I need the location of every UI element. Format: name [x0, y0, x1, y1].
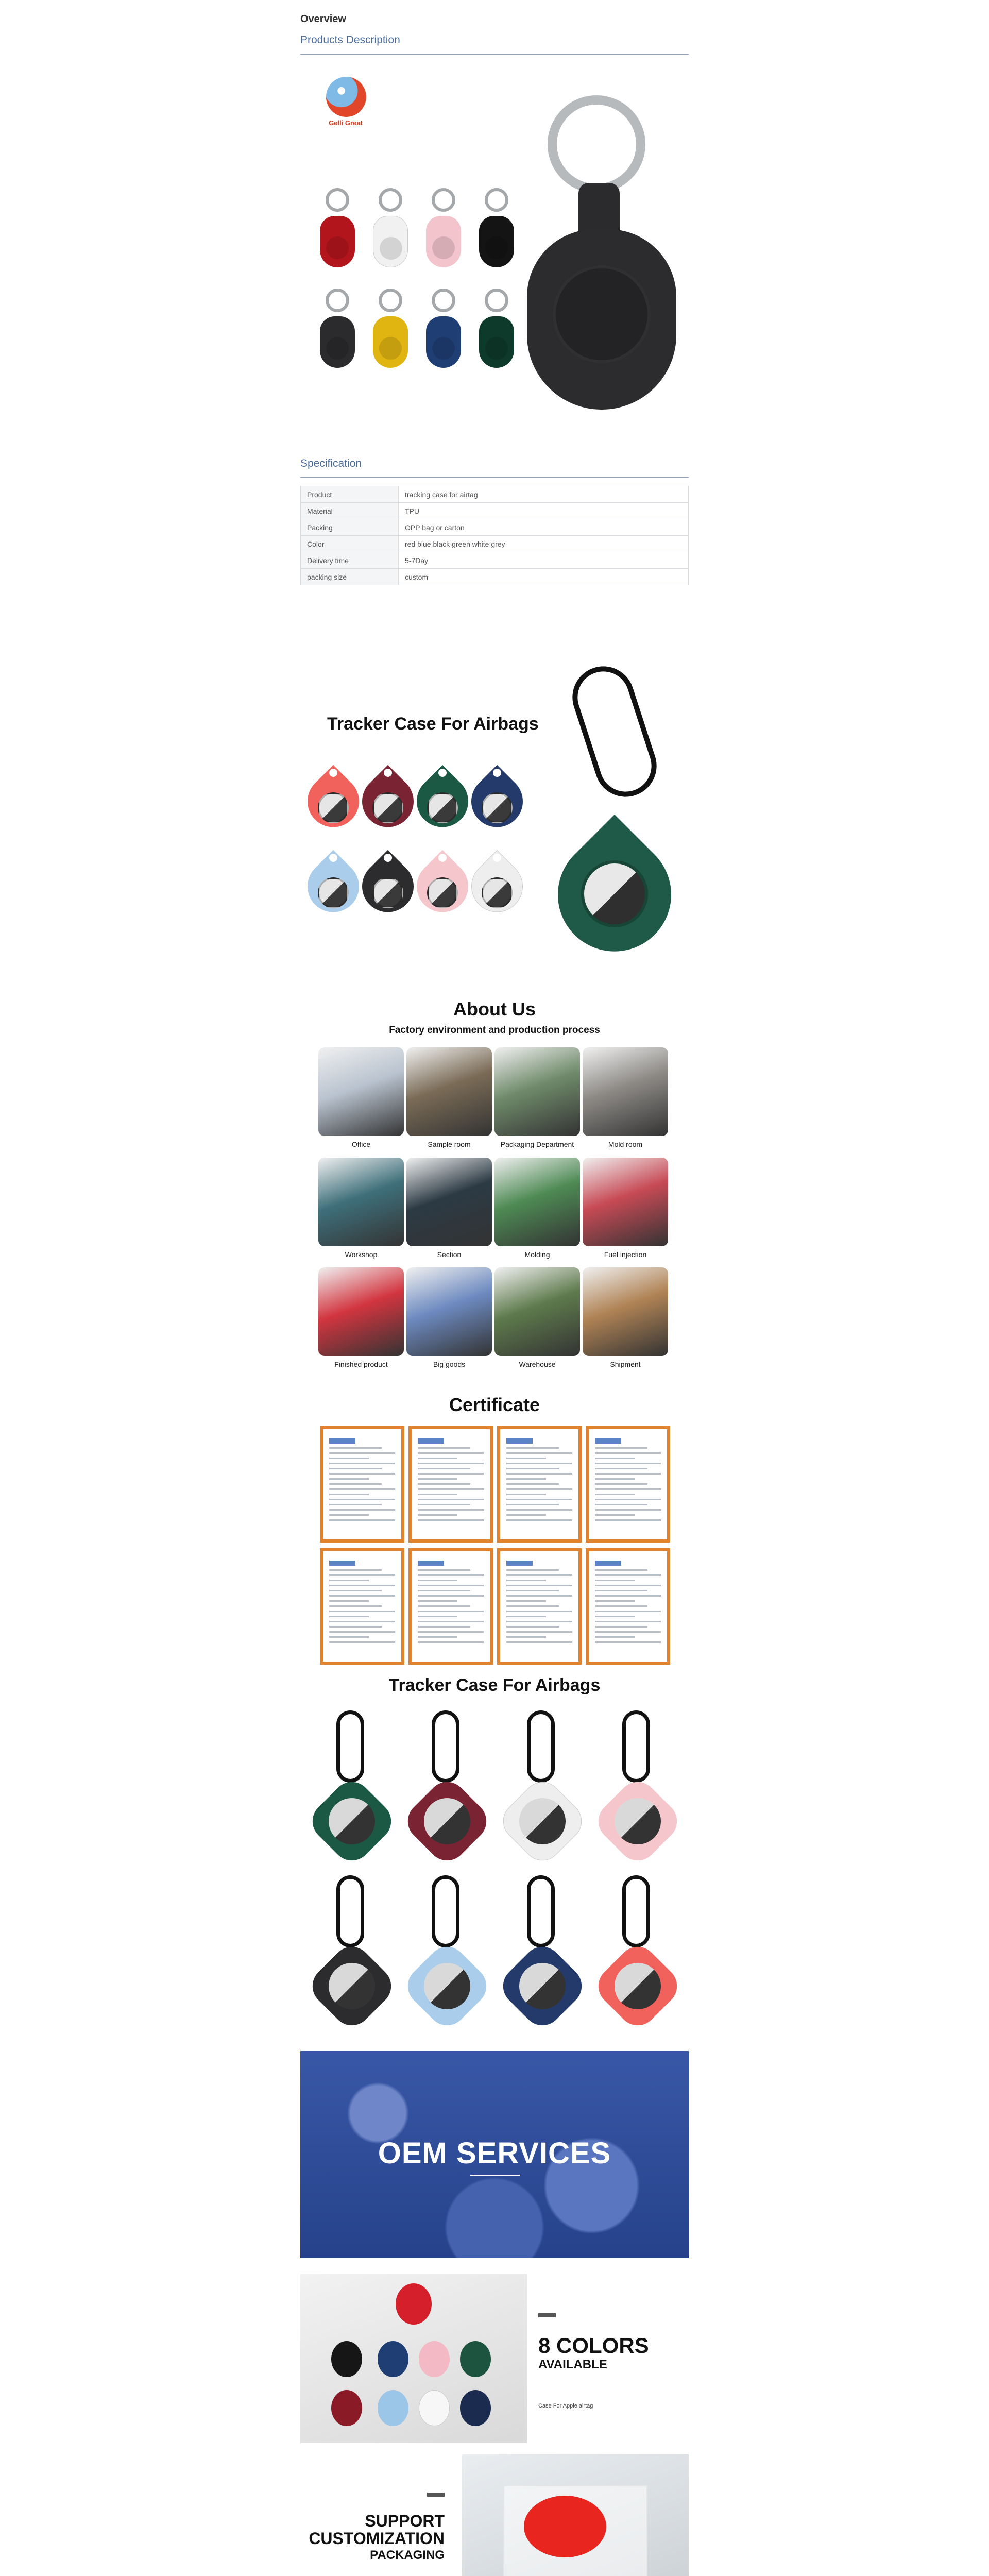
feature-subheading: AVAILABLE [538, 2358, 607, 2371]
burgundy-case [331, 2390, 362, 2426]
pink-case [419, 2341, 450, 2377]
certificate-document [497, 1426, 582, 1543]
photo-caption: Workshop [345, 1250, 378, 1259]
square-carabiner-case [403, 1875, 491, 2040]
lanyard-hole [438, 854, 447, 862]
navy-case [378, 2341, 408, 2377]
teardrop-case [416, 848, 469, 925]
certificate-document [408, 1426, 493, 1543]
tracker-disc [372, 877, 403, 908]
factory-photo [494, 1047, 580, 1136]
teardrop-case [470, 848, 524, 925]
spec-row [301, 552, 689, 569]
teardrop-case [306, 762, 360, 840]
factory-photo [318, 1158, 404, 1246]
carabiner-icon [336, 1875, 364, 1947]
oem-services-banner [300, 2051, 689, 2258]
feature-heading: 8 COLORS [538, 2333, 649, 2358]
featured-keyring-case [527, 95, 681, 425]
white-case [419, 2390, 450, 2426]
black-case [331, 2341, 362, 2377]
square-carabiner-case [594, 1710, 681, 1875]
tracker-disc [482, 877, 513, 908]
factory-photo [494, 1158, 580, 1246]
feature-note: Case For Apple airtag [538, 2403, 593, 2409]
factory-photo [318, 1047, 404, 1136]
lanyard-hole [493, 854, 501, 862]
tracker-disc [329, 1963, 375, 2009]
factory-photo [406, 1047, 492, 1136]
carabiner-icon [336, 1710, 364, 1783]
square-carabiner-case [594, 1875, 681, 2040]
spec-key: packing size [301, 569, 399, 585]
tracker-disc [519, 1798, 566, 1844]
photo-caption: Finished product [334, 1360, 388, 1368]
spec-key: Packing [301, 519, 399, 536]
key-ring-icon [432, 289, 455, 312]
teardrop-disc [581, 860, 648, 927]
globe-logo-icon [326, 77, 366, 117]
overview-title: Overview [300, 13, 346, 25]
factory-photo [406, 1267, 492, 1356]
carabiner-icon [527, 1875, 555, 1947]
teardrop-case [361, 848, 415, 925]
color-variant-keyring [370, 188, 411, 270]
lanyard-hole [329, 769, 337, 777]
color-variant-keyring [370, 289, 411, 371]
color-variant-keyring [476, 289, 517, 371]
feature-heading: SUPPORT CUSTOMIZATION [309, 2512, 445, 2548]
carabiner-icon [622, 1875, 650, 1947]
key-ring-icon [326, 289, 349, 312]
teardrop-case [306, 848, 360, 925]
tracker-disc [424, 1963, 470, 2009]
lanyard-hole [329, 854, 337, 862]
oem-services-title: OEM SERVICES [378, 2137, 611, 2170]
tracker-case-title-2: Tracker Case For Airbags [388, 1675, 601, 1695]
case-disc [553, 265, 651, 363]
photo-caption: Shipment [610, 1360, 641, 1368]
red-case-in-bag [524, 2496, 606, 2557]
color-variant-keyring [423, 188, 464, 270]
certificate-document [497, 1548, 582, 1665]
brand-logo-text: Gelli Great [329, 119, 363, 127]
key-ring-icon [485, 289, 508, 312]
featured-teardrop-case [548, 665, 681, 953]
feature-accent-bar [538, 2313, 556, 2317]
key-ring-icon [379, 289, 402, 312]
square-carabiner-case [499, 1875, 586, 2040]
color-variant-keyring [476, 188, 517, 270]
photo-caption: Sample room [428, 1140, 471, 1148]
tracker-disc [615, 1798, 661, 1844]
key-ring-icon [326, 188, 349, 212]
teardrop-case [416, 762, 469, 840]
lanyard-hole [493, 769, 501, 777]
case-body [373, 316, 408, 368]
lanyard-hole [384, 854, 392, 862]
title-underline [470, 2175, 520, 2176]
square-carabiner-case [499, 1710, 586, 1875]
case-body [373, 216, 408, 267]
square-carabiner-case [403, 1710, 491, 1875]
tracker-disc [427, 877, 458, 908]
darkblue-case [460, 2390, 491, 2426]
brand-logo [320, 77, 366, 128]
spec-value: OPP bag or carton [399, 519, 689, 536]
case-body [479, 316, 514, 368]
color-variant-keyring [317, 188, 358, 270]
carabiner-icon [432, 1875, 459, 1947]
tracker-disc [329, 1798, 375, 1844]
color-variant-keyring [317, 289, 358, 371]
about-us-subtitle: Factory environment and production process [389, 1025, 600, 1036]
section-divider [300, 54, 689, 55]
teardrop-case [361, 762, 415, 840]
spec-row [301, 486, 689, 503]
case-body [426, 316, 461, 368]
certificate-document [586, 1548, 670, 1665]
carabiner-icon [622, 1710, 650, 1783]
spec-row [301, 503, 689, 519]
tracker-disc [615, 1963, 661, 2009]
key-ring-icon [379, 188, 402, 212]
teardrop-case [470, 762, 524, 840]
spec-key: Material [301, 503, 399, 519]
colors-photo [300, 2274, 527, 2443]
red-case [396, 2283, 432, 2325]
certificate-document [408, 1548, 493, 1665]
case-body [320, 316, 355, 368]
case-body [320, 216, 355, 267]
factory-photo [406, 1158, 492, 1246]
spec-value: custom [399, 569, 689, 585]
photo-caption: Molding [524, 1250, 550, 1259]
spec-value: TPU [399, 503, 689, 519]
section-divider [300, 477, 689, 478]
factory-photo [583, 1267, 668, 1356]
spec-row [301, 569, 689, 585]
tracker-disc [519, 1963, 566, 2009]
tracker-disc [427, 792, 458, 823]
case-body [426, 216, 461, 267]
color-variant-keyring [423, 289, 464, 371]
certificate-title: Certificate [449, 1394, 540, 1415]
carabiner-icon [527, 1710, 555, 1783]
tracker-case-title: Tracker Case For Airbags [327, 714, 539, 734]
tracker-disc [482, 792, 513, 823]
products-description-title: Products Description [300, 34, 400, 46]
factory-photo [494, 1267, 580, 1356]
photo-caption: Office [351, 1140, 371, 1148]
spec-value: red blue black green white grey [399, 536, 689, 552]
tracker-disc [318, 792, 349, 823]
specification-table [300, 486, 689, 585]
tracker-disc [318, 877, 349, 908]
key-ring-icon [548, 95, 645, 193]
key-ring-icon [432, 188, 455, 212]
tracker-disc [424, 1798, 470, 1844]
spec-value: 5-7Day [399, 552, 689, 569]
spec-row [301, 536, 689, 552]
certificate-document [586, 1426, 670, 1543]
factory-photo [583, 1158, 668, 1246]
green-case [460, 2341, 491, 2377]
carabiner-icon [432, 1710, 459, 1783]
photo-caption: Warehouse [519, 1360, 556, 1368]
about-us-title: About Us [453, 998, 536, 1020]
case-body [479, 216, 514, 267]
key-ring-icon [485, 188, 508, 212]
spec-row [301, 519, 689, 536]
feature-accent-bar [427, 2493, 445, 2497]
certificate-document [320, 1548, 404, 1665]
photo-caption: Section [437, 1250, 462, 1259]
photo-caption: Packaging Department [500, 1140, 574, 1148]
spec-value: tracking case for airtag [399, 486, 689, 503]
square-carabiner-case [308, 1710, 396, 1875]
carabiner-icon [565, 658, 664, 805]
factory-photo [583, 1047, 668, 1136]
photo-caption: Big goods [433, 1360, 466, 1368]
lanyard-hole [384, 769, 392, 777]
spec-key: Delivery time [301, 552, 399, 569]
product-hero-image [300, 70, 689, 430]
photo-caption: Mold room [608, 1140, 643, 1148]
feature-subheading: PACKAGING [370, 2548, 445, 2562]
lanyard-hole [438, 769, 447, 777]
spec-key: Product [301, 486, 399, 503]
packaging-photo [462, 2454, 689, 2576]
certificate-document [320, 1426, 404, 1543]
lightblue-case [378, 2390, 408, 2426]
specification-title: Specification [300, 457, 362, 469]
tracker-disc [372, 792, 403, 823]
spec-key: Color [301, 536, 399, 552]
photo-caption: Fuel injection [604, 1250, 647, 1259]
factory-photo [318, 1267, 404, 1356]
square-carabiner-case [308, 1875, 396, 2040]
